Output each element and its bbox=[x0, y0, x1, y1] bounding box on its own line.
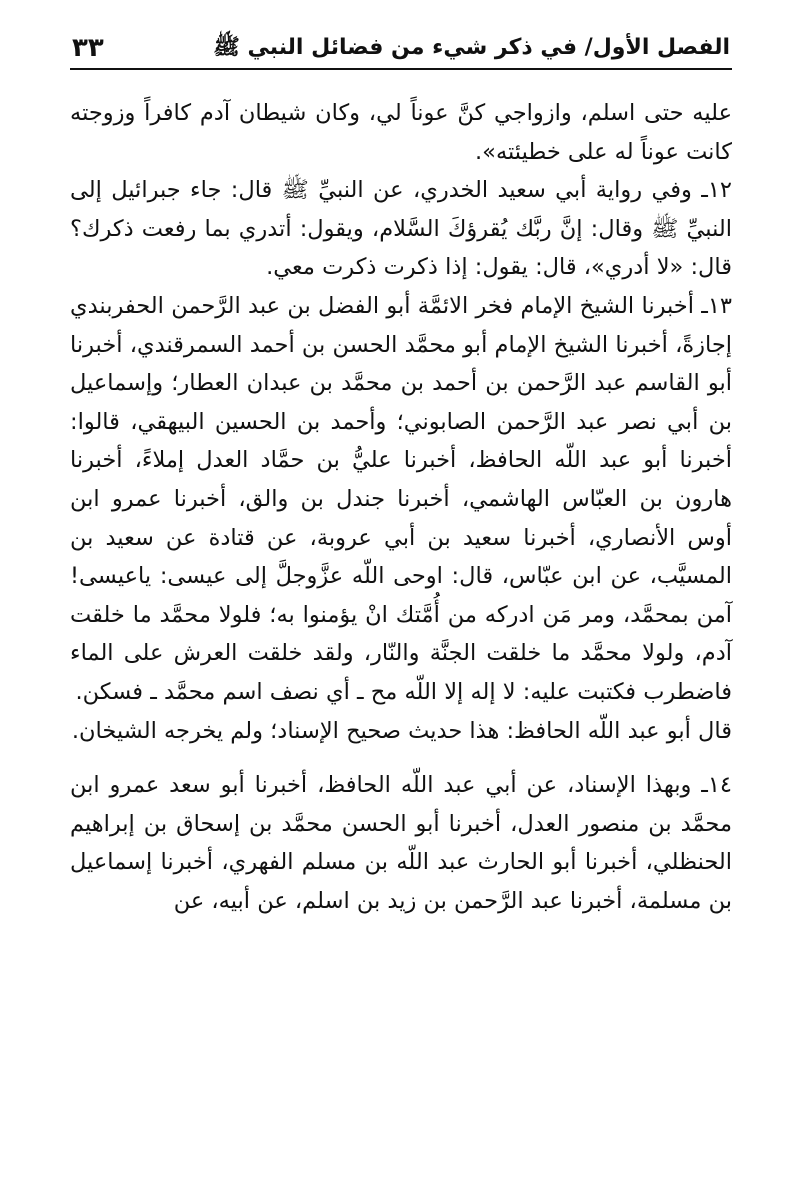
paragraph-hakim-comment: قال أبو عبد اللّه الحافظ: هذا حديث صحيح الإسناد؛ ولم يخرجه الشيخان. bbox=[71, 717, 732, 744]
chapter-title: الفصل الأول/ في ذكر شيء من فضائل النبي ﷺ bbox=[213, 35, 730, 60]
page-number: ٣٣ bbox=[72, 33, 104, 63]
paragraph-hadith-13: ١٣ـ أخبرنا الشيخ الإمام فخر الائمَّة أبو الفضل بن عبد الرَّحمن الحفربندي إجازةً، أخبرنا الشيخ الإمام أبو محمَّد الحسن بن أحمد السمرقندي، أخبرنا أبو القاسم عبد الرَّحمن بن أحمد بن محمَّد بن عبدان العطار؛ وإسماعيل بن أبي نصر عبد الرَّحمن الصابوني؛ وأحمد بن الحسين البيهقي، قالوا: أخبرنا أبو عبد اللّه الحافظ، أخبرنا عليُّ بن حمَّاد العدل إملاءً، أخبرنا هارون بن العبّاس الهاشمي، أخبرنا جندل بن والق، أخبرنا عمرو ابن أوس الأنصاري، أخبرنا سعيد بن أبي عروبة، عن قتادة عن سعيد بن المسيَّب، عن ابن عبّاس، قال: اوحى اللّه عزَّوجلَّ إلى عيسى: ياعيسى! آمن بمحمَّد، ومر مَن ادركه من أُمَّتك انْ يؤمنوا به؛ فلولا محمَّد ما خلقت آدم، ولولا محمَّد ما خلقت الجنَّة والنّار، ولقد خلقت العرش على الماء فاضطرب فكتبت عليه: لا إله إلا اللّه مح ـ أي نصف اسم محمَّد ـ فسكن. bbox=[70, 292, 732, 705]
paragraph-hadith-12: ١٢ـ وفي رواية أبي سعيد الخدري، عن النبيِّ ﷺ قال: جاء جبرائيل إلى النبيِّ ﷺ وقال: إنَّ ربَّك يُقرؤكَ السَّلام، ويقول: أتدري بما رفعت ذكرك؟ قال: «لا أدري»، قال: يقول: إذا ذكرت ذكرت معي. bbox=[70, 177, 732, 281]
paragraph-hadith-14: ١٤ـ وبهذا الإسناد، عن أبي عبد اللّه الحافظ، أخبرنا أبو سعد عمرو ابن محمَّد بن منصور العدل، أخبرنا أبو الحسن محمَّد بن إسحاق بن إبراهيم الحنظلي، أخبرنا أبو الحارث عبد اللّه بن مسلم الفهري، أخبرنا إسماعيل بن مسلمة، أخبرنا عبد الرَّحمن بن زيد بن اسلم، عن أبيه، عن bbox=[70, 772, 732, 914]
page-body bbox=[70, 94, 732, 920]
running-header bbox=[70, 26, 732, 70]
paragraph-continuation: عليه حتى اسلم، وازواجي كنَّ عوناً لي، وكان شيطان آدم كافراً وزوجته كانت عوناً له على خطيئته». bbox=[70, 100, 732, 165]
